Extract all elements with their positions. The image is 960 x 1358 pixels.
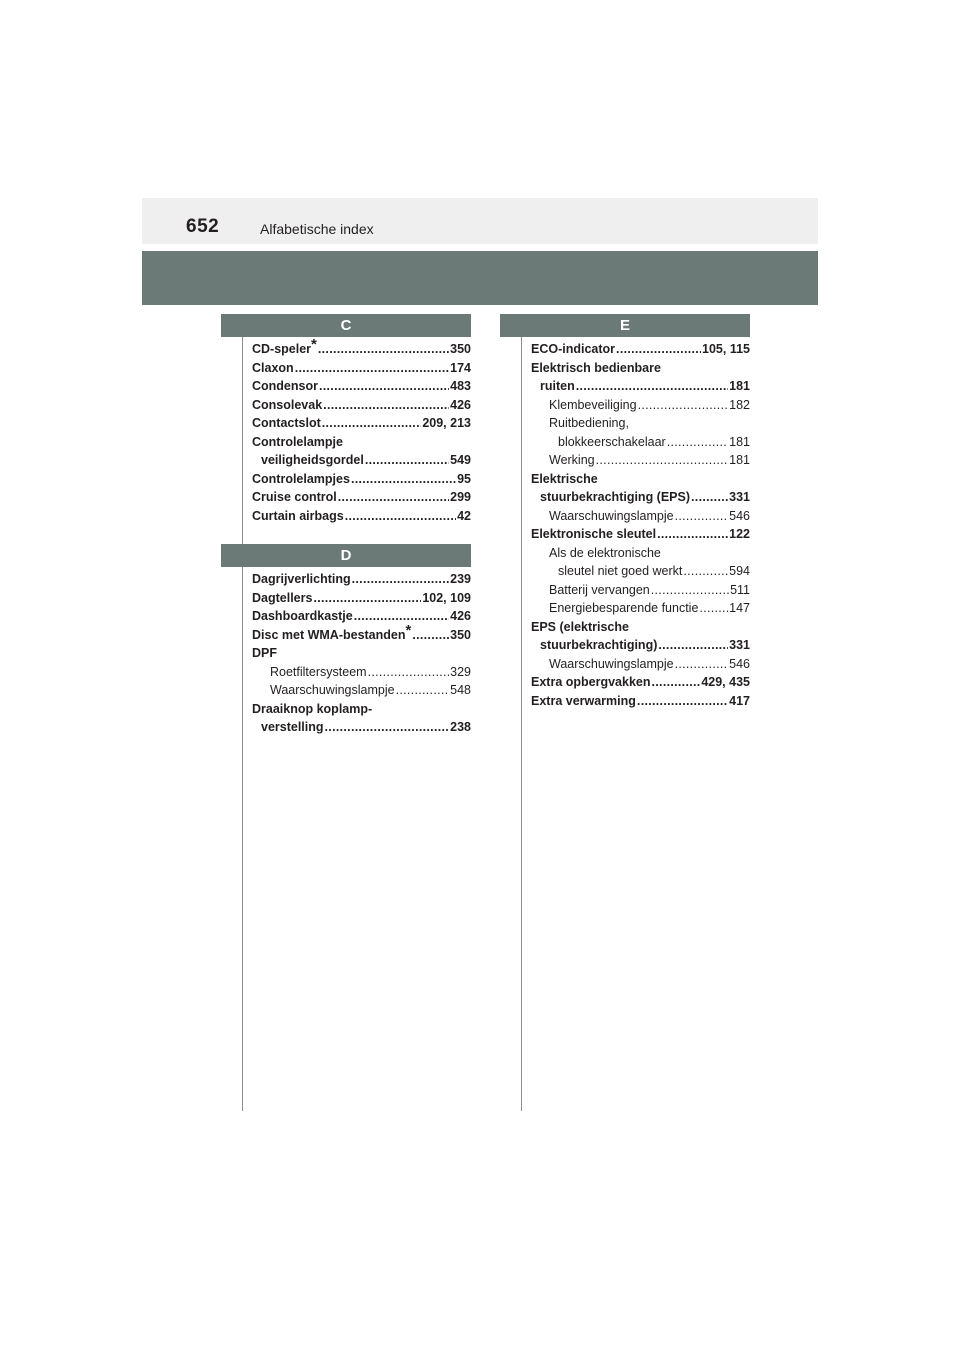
dot-leader	[652, 673, 701, 692]
entry-page: 238	[450, 720, 471, 734]
entry-page: 546	[729, 656, 750, 671]
entry-term: Dagtellers	[252, 590, 313, 605]
index-entry	[252, 470, 471, 489]
entry-term: Draaiknop koplamp-	[252, 701, 373, 716]
entry-term: sleutel niet goed werkt	[558, 564, 683, 578]
entry-page: 350	[450, 627, 471, 642]
entry-page: 546	[729, 508, 750, 523]
dot-leader	[675, 507, 729, 526]
index-entry	[252, 644, 471, 663]
dot-leader	[683, 562, 728, 581]
entry-term: ruiten	[540, 379, 575, 393]
entry-page: 174	[450, 360, 471, 375]
dot-leader	[638, 396, 729, 415]
entry-term: stuurbekrachtiging)	[540, 638, 658, 652]
section-e-entries	[531, 340, 750, 710]
index-entry	[252, 396, 471, 415]
index-entry	[531, 359, 750, 378]
index-entry	[252, 336, 471, 359]
entry-term: Condensor	[252, 379, 318, 393]
section-header-d: D	[221, 544, 471, 567]
entry-page: 102, 109	[422, 590, 471, 605]
dot-leader	[596, 451, 729, 470]
entry-page: 329	[450, 664, 471, 679]
dot-leader	[322, 414, 422, 433]
index-entry	[531, 618, 750, 637]
index-entry	[252, 570, 471, 589]
footnote-star: *	[311, 336, 317, 353]
index-entry	[531, 470, 750, 489]
entry-page: 182	[729, 397, 750, 412]
page-title: Alfabetische index	[260, 221, 374, 237]
entry-term: Extra opbergvakken	[531, 675, 651, 689]
section-header-e: E	[500, 314, 750, 337]
entry-page: 122	[729, 527, 750, 541]
index-subentry	[531, 655, 750, 674]
entry-term: Batterij vervangen	[549, 582, 650, 597]
dot-leader	[699, 599, 728, 618]
entry-term: CD-speler*	[252, 336, 317, 356]
entry-term: Klembeveiliging	[549, 397, 637, 412]
index-entry	[531, 525, 750, 544]
dot-leader	[576, 377, 728, 396]
entry-term: Controlelampjes	[252, 471, 350, 486]
entry-term: Waarschuwingslampje	[270, 683, 395, 697]
section-c-entries	[252, 336, 471, 525]
index-subentry	[531, 433, 750, 452]
index-subentry	[531, 562, 750, 581]
index-subentry	[531, 396, 750, 415]
entry-page: 181	[729, 453, 750, 467]
entry-term: Roetfiltersysteem	[270, 664, 367, 679]
entry-term: Elektrisch bedienbare	[531, 360, 661, 375]
index-entry	[531, 488, 750, 507]
entry-page: 181	[729, 434, 750, 449]
section-header-c: C	[221, 314, 471, 337]
dot-leader	[396, 681, 450, 700]
entry-page: 147	[729, 601, 750, 615]
entry-page: 209, 213	[422, 416, 471, 430]
index-entry	[252, 451, 471, 470]
dot-leader	[691, 488, 728, 507]
entry-term: Dagrijverlichting	[252, 572, 351, 586]
entry-term: Curtain airbags	[252, 508, 344, 523]
index-entry	[252, 507, 471, 526]
index-entry	[252, 414, 471, 433]
index-entry	[252, 718, 471, 737]
entry-term: Als de elektronische	[549, 545, 661, 560]
dot-leader	[368, 663, 450, 682]
entry-term: verstelling	[261, 720, 324, 734]
index-subentry	[531, 581, 750, 600]
entry-term: Elektrische	[531, 471, 598, 486]
decorative-band	[142, 251, 818, 305]
index-entry	[531, 340, 750, 359]
entry-term: DPF	[252, 646, 277, 660]
entry-page: 483	[450, 379, 471, 393]
entry-term: EPS (elektrische	[531, 619, 629, 634]
index-entry	[252, 621, 471, 645]
index-subentry	[252, 681, 471, 700]
index-entry	[531, 377, 750, 396]
entry-page: 239	[450, 572, 471, 586]
entry-page: 426	[450, 609, 471, 623]
entry-term: Dashboardkastje	[252, 609, 353, 623]
entry-term: Claxon	[252, 360, 294, 375]
entry-page: 429, 435	[701, 675, 750, 689]
entry-term: Energiebesparende functie	[549, 601, 699, 615]
entry-page: 594	[729, 564, 750, 578]
entry-page: 299	[450, 490, 471, 504]
index-entry	[531, 673, 750, 692]
dot-leader	[352, 570, 450, 589]
index-entry	[531, 692, 750, 711]
dot-leader	[318, 340, 449, 359]
entry-term: Disc met WMA-bestanden*	[252, 621, 412, 642]
index-entry	[252, 700, 471, 719]
entry-page: 181	[729, 379, 750, 393]
dot-leader	[675, 655, 729, 674]
index-subentry	[531, 507, 750, 526]
entry-page: 350	[450, 342, 471, 356]
footnote-star: *	[405, 621, 412, 639]
entry-term: blokkeerschakelaar	[558, 434, 666, 449]
dot-leader	[351, 470, 456, 489]
entry-page: 105, 115	[702, 342, 750, 356]
dot-leader	[651, 581, 729, 600]
dot-leader	[313, 589, 421, 608]
entry-term: ECO-indicator	[531, 342, 616, 356]
entry-page: 95	[457, 471, 471, 486]
dot-leader	[325, 718, 450, 737]
dot-leader	[637, 692, 728, 711]
dot-leader	[345, 507, 456, 526]
entry-term: Contactslot	[252, 416, 321, 430]
dot-leader	[365, 451, 449, 470]
index-subentry	[531, 544, 750, 563]
dot-leader	[354, 607, 449, 626]
dot-leader	[667, 433, 728, 452]
entry-page: 42	[457, 508, 471, 523]
entry-term: Cruise control	[252, 490, 337, 504]
section-d-entries	[252, 570, 471, 737]
index-subentry	[252, 663, 471, 682]
entry-page: 549	[450, 453, 471, 467]
entry-term: Waarschuwingslampje	[549, 656, 674, 671]
index-subentry	[531, 414, 750, 433]
dot-leader	[616, 340, 701, 359]
entry-page: 331	[729, 638, 750, 652]
entry-page: 426	[450, 397, 471, 412]
index-entry	[252, 607, 471, 626]
entry-term: Ruitbediening,	[549, 416, 629, 430]
dot-leader	[338, 488, 449, 507]
index-entry	[252, 377, 471, 396]
index-subentry	[531, 599, 750, 618]
entry-page: 331	[729, 490, 750, 504]
index-entry	[252, 433, 471, 452]
entry-page: 548	[450, 683, 471, 697]
page-number: 652	[186, 216, 220, 237]
entry-term: Waarschuwingslampje	[549, 508, 674, 523]
index-entry	[252, 359, 471, 378]
entry-term: Werking	[549, 453, 595, 467]
index-entry	[531, 636, 750, 655]
dot-leader	[319, 377, 449, 396]
dot-leader	[657, 525, 728, 544]
dot-leader	[295, 359, 449, 378]
entry-term: Controlelampje	[252, 434, 343, 449]
entry-page: 417	[729, 693, 750, 708]
dot-leader	[323, 396, 449, 415]
index-entry	[252, 589, 471, 608]
entry-term: Extra verwarming	[531, 693, 636, 708]
dot-leader	[658, 636, 728, 655]
entry-term: stuurbekrachtiging (EPS)	[540, 490, 691, 504]
index-entry	[252, 488, 471, 507]
header-bar	[142, 198, 818, 244]
entry-term: Consolevak	[252, 397, 323, 412]
entry-term: veiligheidsgordel	[261, 453, 364, 467]
dot-leader	[412, 626, 449, 645]
entry-page: 511	[730, 582, 750, 597]
entry-term: Elektronische sleutel	[531, 527, 657, 541]
index-subentry	[531, 451, 750, 470]
